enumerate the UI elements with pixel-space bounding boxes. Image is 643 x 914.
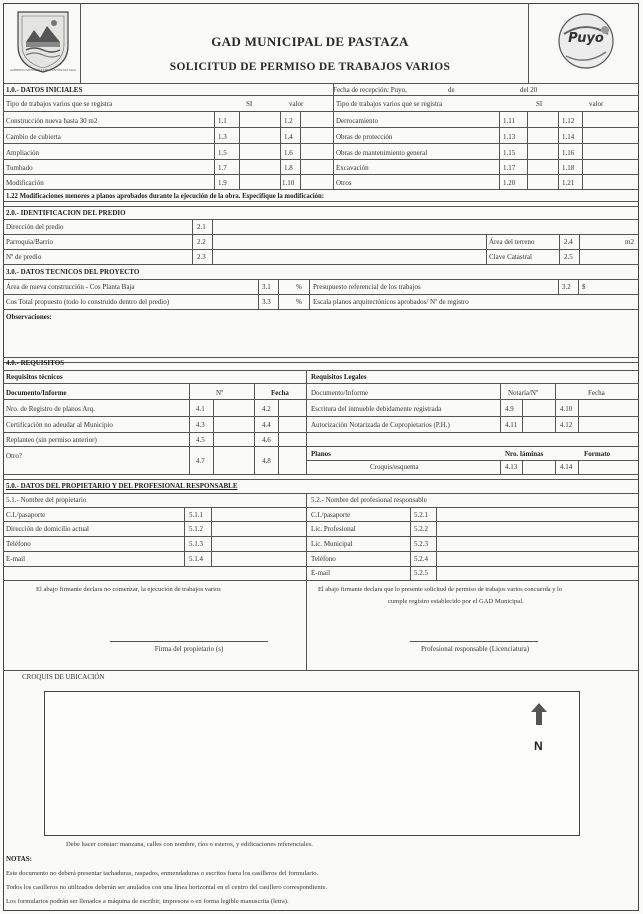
- rule: [3, 127, 639, 128]
- rule: [3, 309, 639, 310]
- rule: [278, 399, 279, 474]
- puyo-logo: [548, 10, 624, 72]
- rule: [306, 536, 639, 537]
- owner-field-code: 5.1.3: [189, 540, 203, 548]
- rule: [3, 143, 639, 144]
- tech-req-label: Otro?: [6, 452, 22, 460]
- modification-note: 1.22 Modificaciones menores a planos aprobados durante la ejecución de la obra. Especifique la modificación:: [6, 193, 325, 200]
- rule: [410, 507, 411, 580]
- observations-label: Observaciones:: [6, 313, 52, 321]
- header-divider-right: [528, 3, 529, 83]
- legal-req-code: 4.9: [505, 405, 514, 413]
- work-item-code: 1.7: [218, 164, 227, 172]
- rule: [258, 279, 259, 309]
- rule: [3, 370, 639, 371]
- work-item-label: Construcción nueva hasta 30 m2: [6, 117, 98, 125]
- legal-date-header: Fecha: [588, 389, 605, 397]
- work-item-label: Obras de mantenimiento general: [336, 149, 428, 157]
- rule: [3, 206, 639, 207]
- owner-field-code: 5.1.1: [189, 511, 203, 519]
- work-item-label: Derrocamiento: [336, 117, 378, 125]
- property-number-label: Nº de predio: [6, 253, 42, 261]
- note-line: Todos los casilleros no utilizados deberán ser anulados con una línea horizontal en el centro del casillero correspondiente.: [6, 884, 328, 891]
- rule: [558, 279, 559, 294]
- note-line: Este documento no deberá presentar tachaduras, raspados, enmendaduras o escritos fuera los casilleros del formulario.: [6, 870, 319, 877]
- cos-total-label: Cos Total propuesto (todo lo construido dentro del predio): [6, 298, 170, 306]
- rule: [3, 493, 639, 494]
- professional-field-code: 5.2.2: [414, 525, 428, 533]
- rule: [3, 383, 639, 384]
- budget-code: 3.2: [562, 283, 571, 291]
- work-item-code: 1.9: [218, 179, 227, 187]
- new-area-pct: %: [296, 283, 302, 291]
- municipal-seal-logo: [10, 8, 76, 74]
- work-item-code: 1.13: [503, 133, 516, 141]
- reception-date-label: Fecha de recepción: Puyo,: [333, 86, 407, 94]
- work-item-label: Otros: [336, 179, 352, 187]
- tech-req-code: 4.2: [262, 405, 271, 413]
- rule: [3, 670, 639, 671]
- professional-field-label: Lic. Municipal: [311, 540, 353, 548]
- owner-signature-label: Firma del propietario (s): [154, 645, 224, 653]
- rule: [306, 460, 639, 461]
- sketch-code: 4.13: [505, 463, 518, 471]
- work-item-code: 1.1: [218, 117, 227, 125]
- rule: [3, 201, 639, 202]
- sketch-code: 4.14: [560, 463, 573, 471]
- format-header: Formato: [584, 450, 611, 458]
- work-item-code: 1.21: [562, 179, 575, 187]
- professional-field-code: 5.2.3: [414, 540, 428, 548]
- owner-name-label: 5.1.- Nombre del propietario: [6, 496, 87, 504]
- sketch-label: Croquis/esquema: [370, 463, 419, 471]
- north-label: N: [534, 739, 543, 753]
- professional-declaration-1: El abajo firmante declara que lo presente solicitud de permiso de trabajos varios concuerda y lo: [318, 586, 562, 593]
- work-item-code: 1.8: [284, 164, 293, 172]
- header-bottom-line: [3, 83, 639, 84]
- owner-declaration: El abajo firmante declara no comenzar, la ejecución de trabajos varios: [36, 586, 221, 593]
- cos-total-code: 3.3: [262, 298, 271, 306]
- header-divider-left: [80, 3, 81, 83]
- professional-field-code: 5.2.1: [414, 511, 428, 519]
- note-line: Los formularios podrán ser llenados a máquina de escribir, impresora o en forma legible manuscrita (letra).: [6, 898, 289, 905]
- rule: [3, 264, 639, 265]
- legal-req-label: Autorización Notarizada de Copropietarios (P.H.): [311, 421, 450, 429]
- rule: [306, 566, 639, 567]
- work-item-label: Tumbado: [6, 164, 33, 172]
- work-item-label: Ampliación: [6, 149, 40, 157]
- rule: [436, 507, 437, 580]
- rule: [3, 95, 639, 96]
- professional-signature-line[interactable]: [410, 641, 538, 642]
- owner-signature-line[interactable]: [110, 641, 268, 642]
- rule: [3, 580, 639, 581]
- land-area-unit: m2: [625, 238, 634, 246]
- scale-label: Escala planos arquitectónicos aprobados/ Nº de registro: [313, 298, 469, 306]
- rule: [486, 234, 487, 264]
- rule: [3, 432, 306, 433]
- rule: [306, 370, 307, 474]
- sheet-count-header: Nro. láminas: [505, 450, 544, 458]
- rule: [578, 460, 579, 474]
- legal-req-code: 4.10: [560, 405, 573, 413]
- logo-left-text: GOBIERNO MUNICIPAL DEL CANTÓN PASTAZA: [10, 68, 76, 72]
- location-sketch-title: CROQUIS DE UBICACIÓN: [22, 673, 105, 681]
- rule: [559, 234, 560, 264]
- rule: [582, 111, 583, 189]
- new-area-code: 3.1: [262, 283, 271, 291]
- owner-field-code: 5.1.2: [189, 525, 203, 533]
- puyo-logo-text: Puyo: [568, 31, 604, 46]
- plans-label: Planos: [311, 450, 331, 458]
- rule: [306, 521, 639, 522]
- rule: [3, 111, 639, 112]
- rule: [579, 234, 580, 264]
- professional-field-label: C.I./pasaporte: [311, 511, 351, 519]
- rule: [3, 507, 639, 508]
- rule: [499, 111, 500, 189]
- professional-signature-label: Profesional responsable (Licenciatura): [420, 645, 530, 653]
- work-item-code: 1.15: [503, 149, 516, 157]
- rule: [3, 362, 639, 363]
- rule: [522, 399, 523, 432]
- rule: [214, 111, 215, 189]
- section-4-title: 4.0.- REQUISITOS: [6, 359, 65, 367]
- rule: [280, 111, 281, 189]
- work-item-label: Excavación: [336, 164, 369, 172]
- left-si-header: SI: [246, 100, 253, 108]
- rule: [578, 279, 579, 294]
- rule: [3, 536, 306, 537]
- rule: [212, 219, 213, 264]
- section-5-title: 5.0.- DATOS DEL PROPIETARIO Y DEL PROFESIONAL RESPONSABLE: [6, 482, 238, 490]
- rule: [306, 446, 639, 447]
- parish-code: 2.2: [197, 238, 206, 246]
- work-item-code: 1.10: [282, 179, 295, 187]
- rule: [3, 566, 306, 567]
- rule: [306, 551, 639, 552]
- rule: [558, 111, 559, 189]
- legal-req-code: 4.11: [505, 421, 517, 429]
- tech-req-code: 4.6: [262, 436, 271, 444]
- location-sketch-caption: Debe hacer constar: manzana, calles con nombre, ríos o esteros, y edificaciones referenciales.: [66, 841, 313, 848]
- work-item-code: 1.11: [503, 117, 515, 125]
- property-address-code: 2.1: [197, 223, 206, 231]
- rule: [300, 111, 301, 189]
- notes-title: NOTAS:: [6, 855, 32, 863]
- legal-requirements-title: Requisitos Legales: [311, 373, 367, 381]
- work-item-code: 1.5: [218, 149, 227, 157]
- section-1-title: 1.0.- DATOS INICIALES: [6, 86, 83, 94]
- page-title: GAD MUNICIPAL DE PASTAZA: [211, 34, 409, 49]
- cos-total-pct: %: [296, 298, 302, 306]
- professional-field-label: Teléfono: [311, 555, 336, 563]
- rule: [278, 279, 279, 309]
- rule: [192, 219, 193, 264]
- rule: [184, 507, 185, 566]
- rule: [3, 279, 639, 280]
- tech-req-code: 4.1: [196, 405, 205, 413]
- rule: [3, 416, 306, 417]
- right-valor-header: valor: [589, 100, 604, 108]
- right-works-header: Tipo de trabajos varios que se registra: [336, 100, 443, 108]
- rule: [555, 460, 556, 474]
- tech-req-code: 4.8: [262, 457, 271, 465]
- location-sketch-box[interactable]: [44, 691, 580, 836]
- rule: [3, 551, 306, 552]
- technical-requirements-title: Requisitos técnicos: [6, 373, 63, 381]
- work-item-code: 1.17: [503, 164, 516, 172]
- tech-req-label: Replanteo (sin permiso anterior): [6, 436, 97, 444]
- work-item-code: 1.20: [503, 179, 516, 187]
- tech-doc-header: Documento/Informe: [6, 389, 67, 397]
- rule: [309, 279, 310, 309]
- rule: [3, 357, 639, 358]
- professional-field-code: 5.2.5: [414, 569, 428, 577]
- rule: [254, 383, 255, 474]
- work-item-label: Obras de protección: [336, 133, 393, 141]
- legal-req-code: 4.12: [560, 421, 573, 429]
- work-item-code: 1.2: [284, 117, 293, 125]
- rule: [3, 174, 639, 175]
- rule: [3, 446, 306, 447]
- property-number-code: 2.3: [197, 253, 206, 261]
- professional-name-label: 5.2.- Nombre del profesional responsable: [311, 496, 427, 504]
- rule: [3, 521, 306, 522]
- rule: [500, 460, 501, 474]
- rule: [3, 249, 639, 250]
- reception-date-de-1: de: [448, 86, 455, 94]
- owner-field-label: Dirección de domicilio actual: [6, 525, 89, 533]
- rule: [527, 111, 528, 189]
- legal-doc-header: Documento/Informe: [311, 389, 369, 397]
- rule: [3, 399, 639, 400]
- rule: [333, 84, 334, 189]
- rule: [555, 383, 556, 432]
- rule: [211, 507, 212, 566]
- tech-date-header: Fecha: [271, 389, 289, 397]
- left-valor-header: valor: [289, 100, 304, 108]
- work-item-label: Modificación: [6, 179, 44, 187]
- tech-req-label: Certificación no adeudar al Municipio: [6, 421, 113, 429]
- section-2-title: 2.0.- IDENTIFICACION DEL PREDIO: [6, 209, 126, 217]
- legal-req-label: Escritura del inmueble debidamente registrada: [311, 405, 442, 413]
- professional-field-label: Lic. Profesional: [311, 525, 356, 533]
- tech-req-code: 4.3: [196, 421, 205, 429]
- tech-req-code: 4.7: [196, 457, 205, 465]
- tech-n-header: Nº: [216, 389, 224, 397]
- rule: [306, 416, 639, 417]
- work-item-code: 1.3: [218, 133, 227, 141]
- land-area-label: Área del terreno: [489, 238, 535, 246]
- rule: [578, 399, 579, 432]
- budget-label: Presupuesto referencial de los trabajos: [313, 283, 421, 291]
- left-works-header: Tipo de trabajos varios que se registra: [6, 100, 113, 108]
- owner-field-label: Teléfono: [6, 540, 31, 548]
- right-si-header: SI: [536, 100, 543, 108]
- rule: [3, 294, 639, 295]
- professional-declaration-2: cumple registro establecido por el GAD Municipal.: [388, 598, 524, 605]
- legal-notaria-header: Notaría/Nº: [508, 389, 539, 397]
- cadastral-key-label: Clave Catastral: [489, 253, 532, 261]
- tech-req-code: 4.5: [196, 436, 205, 444]
- work-item-code: 1.14: [562, 133, 575, 141]
- owner-field-label: E-mail: [6, 555, 26, 563]
- rule: [522, 460, 523, 474]
- rule: [239, 111, 240, 189]
- work-item-code: 1.4: [284, 133, 293, 141]
- cadastral-key-code: 2.5: [564, 253, 573, 261]
- owner-field-label: C.I./pasaporte: [6, 511, 46, 519]
- work-item-code: 1.12: [562, 117, 575, 125]
- rule: [3, 234, 639, 235]
- work-item-code: 1.16: [562, 149, 575, 157]
- rule: [306, 493, 307, 670]
- tech-req-label: Nro. de Registro de planos Arq.: [6, 405, 95, 413]
- land-area-code: 2.4: [564, 238, 573, 246]
- property-address-label: Dirección del predio: [6, 223, 64, 231]
- page-subtitle: SOLICITUD DE PERMISO DE TRABAJOS VARIOS: [169, 61, 451, 73]
- north-arrow-icon: [531, 703, 547, 725]
- rule: [189, 383, 190, 474]
- work-item-code: 1.6: [284, 149, 293, 157]
- owner-field-code: 5.1.4: [189, 555, 203, 563]
- rule: [3, 474, 639, 475]
- tech-req-code: 4.4: [262, 421, 271, 429]
- rule: [3, 219, 639, 220]
- new-area-label: Área de nueva construcción - Cos Planta Baja: [6, 283, 135, 291]
- rule: [3, 479, 639, 480]
- rule: [306, 432, 639, 433]
- rule: [500, 383, 501, 432]
- work-item-code: 1.18: [562, 164, 575, 172]
- work-item-label: Cambio de cubierta: [6, 133, 61, 141]
- rule: [3, 189, 639, 190]
- reception-date-de-2: del 20: [520, 86, 538, 94]
- section-3-title: 3.0.- DATOS TECNICOS DEL PROYECTO: [6, 268, 140, 276]
- rule: [213, 399, 214, 474]
- rule: [3, 159, 639, 160]
- professional-field-code: 5.2.4: [414, 555, 428, 563]
- professional-field-label: E-mail: [311, 569, 331, 577]
- parish-label: Parroquia/Barrio: [6, 238, 54, 246]
- budget-currency: $: [582, 283, 586, 291]
